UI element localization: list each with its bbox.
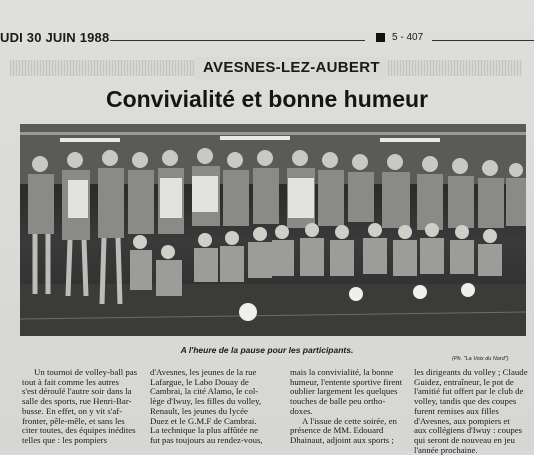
page-number: 5 - 407	[392, 32, 424, 43]
text-line: qui seront de nouveau en jeu	[414, 434, 515, 445]
text-line: A l'issue de cette soirée, en	[302, 415, 397, 426]
text-line: tout à fait comme les autres	[22, 376, 119, 387]
page-header	[0, 28, 534, 48]
text-line: fut pas toujours au rendez-vous,	[150, 434, 263, 445]
text-line: les dirigeants du volley ; Claude	[414, 368, 528, 377]
photo-credit: (Ph. "La Voix du Nord")	[452, 356, 509, 362]
text-line: humeur, l'entente sportive firent	[290, 376, 403, 387]
text-line: furent remises aux filles	[414, 405, 499, 416]
photo-illustration	[20, 124, 526, 336]
text-line: citer toutes, des équipes inédites	[22, 425, 136, 436]
text-line: d'Avesnes, les jeunes de la rue	[150, 367, 257, 377]
header-rule	[110, 40, 365, 41]
text-line: fronter, pêle-mêle, et sans les	[22, 415, 125, 426]
article-column-3	[290, 368, 406, 446]
text-line: Un tournoi de volley-ball pas	[34, 367, 138, 377]
text-line: La technique la plus affûtée ne	[150, 425, 259, 436]
text-line: présence de MM. Edouard	[290, 425, 384, 436]
text-line: Dhainaut, adjoint aux sports ;	[290, 434, 394, 445]
text-line: Lafargue, le Labo Douay de	[150, 376, 249, 387]
article-column-2	[150, 368, 278, 446]
section-rubric	[10, 57, 522, 79]
text-line: volley, tandis que des coupes	[414, 396, 517, 407]
article-column-4	[414, 368, 534, 455]
article-column-1	[22, 368, 140, 446]
team-photo	[20, 124, 526, 336]
square-marker-icon	[376, 33, 385, 42]
text-line: telles que : les pompiers	[22, 434, 108, 445]
rubric-label: AVESNES-LEZ-AUBERT	[195, 57, 388, 79]
article-headline: Convivialité et bonne humeur	[105, 86, 429, 112]
text-line: salle des sports, rue Henri-Bar-	[22, 396, 132, 407]
text-line: Duez et le G.M.F de Cambrai.	[150, 415, 257, 426]
text-line: d'Avesnes, aux pompiers et	[414, 415, 510, 426]
text-line: s'est déroulé l'autre soir dans la	[22, 386, 132, 397]
text-line: doxes.	[290, 405, 313, 416]
text-line: Guidez, entraîneur, le pot de	[414, 376, 514, 387]
text-line: mais la convivialité, la bonne	[290, 367, 394, 377]
text-line: l'année prochaine.	[414, 444, 478, 455]
issue-date: UDI 30 JUIN 1988	[0, 30, 110, 45]
article-body	[0, 367, 534, 455]
text-line: aux collégiens d'Iwuy : coupes	[414, 425, 523, 436]
photo-caption: A l'heure de la pause pour les participants.	[180, 345, 354, 355]
text-line: lège d'Iwuy, les filles du volley,	[150, 396, 262, 407]
text-line: oublier largement les quelques	[290, 386, 398, 397]
text-line: l'amitié fut offert par le club de	[414, 386, 524, 397]
text-line: Cambrai, la cité Alamo, le col-	[150, 386, 259, 397]
header-rule-right	[432, 40, 534, 41]
text-line: touches de balle peu ortho-	[290, 396, 386, 407]
text-line: Renault, les jeunes du lycée	[150, 405, 248, 416]
text-line: busse. En effet, on y vit s'af-	[22, 405, 123, 416]
